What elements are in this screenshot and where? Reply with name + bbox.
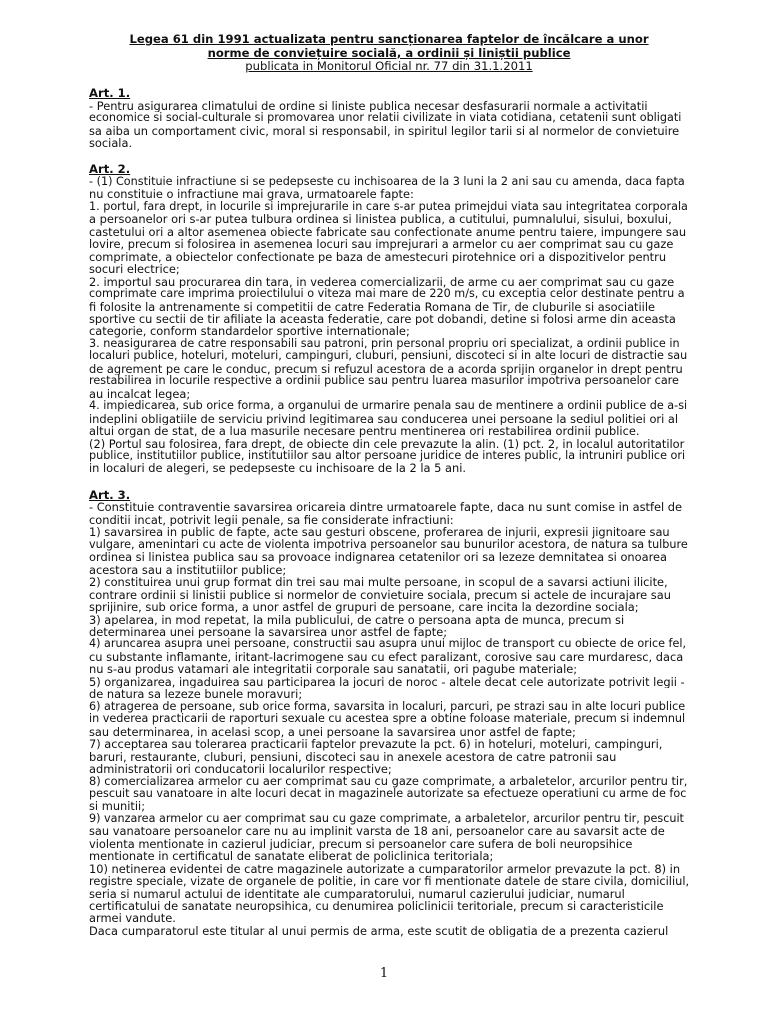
text-line: comprimate, a obiectelor confectionate pe baza de amestecuri pirotehnice ori a dispozitivelor pentru <box>89 250 667 264</box>
document-title <box>89 32 689 60</box>
text-line: 1) savarsirea in public de fapte, acte sau gesturi obscene, proferarea de injurii, expresii jignitoare sau <box>89 526 670 539</box>
text-line: categorie, conform standardelor sportive internationale; <box>89 325 410 338</box>
text-line: 6) atragerea de persoane, sub orice forma, savarsita in localuri, parcuri, pe strazi sau in alte locuri publice <box>89 700 686 713</box>
text-line: de agrement pe care le conduc, precum si refuzul acestora de a acorda sprijin organelor in drept pentru <box>89 362 683 376</box>
text-line: pescuit sau vanatoare in alte locuri decat in magazinele autorizate sa efectueze operatiuni cu arme de foc <box>89 787 687 800</box>
text-line: - (1) Constituie infractiune si se pedepseste cu inchisoarea de la 3 luni la 2 ani sau cu amenda, daca fapta <box>89 176 685 188</box>
text-line: de natura sa lezeze bunele moravuri; <box>89 688 303 701</box>
text-line: 10) netinerea evidentei de catre magazinele autorizate a cumparatorilor armelor prevazute la pct. 8) in <box>89 862 681 876</box>
text-line: vulgare, amenintari cu acte de violenta impotriva persoanelor sau bunurilor acestora, de natura sa tulbure <box>89 538 688 551</box>
text-line: 4) aruncarea asupra unei persoane, constructii sau asupra unui mijloc de transport cu obiecte de orice fel, <box>89 638 687 651</box>
article-list <box>89 87 689 937</box>
text-line: lovire, precum si folosirea in asemenea locuri sau imprejurari a armelor cu aer comprimat sau cu gaze <box>89 238 674 251</box>
page-number: 1 <box>379 966 389 981</box>
text-line: 3) apelarea, in mod repetat, la mila publicului, de catre o persoana apta de munca, precum si <box>89 613 625 626</box>
text-line: mentionate in certificatul de sanatate eliberat de policlinica teritoriala; <box>89 850 494 863</box>
article-heading: Art. 2. <box>89 162 131 177</box>
text-line: violenta mentionate in cazierul judiciar, precum si persoanelor care sufera de boli neuropsihice <box>89 837 633 851</box>
text-line: 1. portul, fara drept, in locurile si imprejurarile in care s-ar putea primejdui viata sau integritatea corporala <box>89 200 688 213</box>
text-line: economice si social-culturale si promovarea unor relatii civilizate in viata cotidiana, cetatenii sunt obligati <box>89 112 682 125</box>
text-line: 7) acceptarea sau tolerarea practicarii faptelor prevazute la pct. 6) in hoteluri, moteluri, campinguri, <box>89 738 663 751</box>
text-line: (2) Portul sau folosirea, fara drept, de obiecte din cele prevazute la alin. (1) pct. 2, in localul autoritatilor <box>89 437 685 450</box>
article-heading: Art. 1. <box>89 86 131 100</box>
text-line: sportive cu sectii de tir afiliate la aceasta federatie, care pot dobandi, detine si folosi arme din aceasta <box>89 312 676 326</box>
document-body <box>89 32 689 937</box>
text-line: seria si numarul actului de identitate ale cumparatorului, numarul cazierului judiciar, numarul <box>89 887 625 900</box>
text-line: si munitii; <box>89 800 146 813</box>
text-line: conditii incat, potrivit legii penale, sa fie considerate infractiuni: <box>89 513 454 527</box>
text-line: 2) constituirea unui grup format din trei sau mai multe persoane, in scopul de a savarsi actiuni ilicite, <box>89 576 668 589</box>
text-line: ordinea si linistea publica sau sa provoace indignarea cetatenilor ori sa lezeze demnitatea si onoarea <box>89 551 668 564</box>
text-line: 9) vanzarea armelor cu aer comprimat sau cu gaze comprimate, a arbaletelor, arcurilor pentru tir, pescuit <box>89 812 684 825</box>
text-line: in localuri de alegeri, se pedepseste cu inchisoare de la 2 la 5 ani. <box>89 462 467 475</box>
text-line: altui organ de stat, de a lua masurile necesare pentru mentinerea ori restabilirea ordinii publice. <box>89 425 640 438</box>
article-text <box>89 176 689 475</box>
text-line: fi folosite la antrenamente si competitii de catre Federatia Romana de Tir, de cluburile si asociatiile <box>89 300 656 313</box>
text-line: sprijinire, sub orice forma, a unor astfel de grupuri de persoane, care incita la dezordine sociala; <box>89 601 639 614</box>
text-line: nu constituie o infractiune mai grava, urmatoarele fapte: <box>89 188 414 201</box>
text-line: cu substante inflamante, iritant-lacrimogene sau cu efect paralizant, corosive sau care murdaresc, daca <box>89 650 684 664</box>
article <box>89 163 689 474</box>
text-line: publice, institutiilor publice, institutiilor sau altor persoane juridice de interes public, la intruniri publice ori <box>89 449 686 462</box>
text-line: 8) comercializarea armelor cu aer comprimat sau cu gaze comprimate, a arbaletelor, arcurilor pentru tir, <box>89 775 688 788</box>
text-line: 4. impiedicarea, sub orice forma, a organului de urmarire penala sau de mentinere a ordinii publice de a-si <box>89 400 688 413</box>
text-line: restabilirea in locurile respective a ordinii publice sau pentru luarea masurilor impotriva persoanelor care <box>89 375 679 388</box>
text-line: sau vanatoare persoanelor care nu au implinit varsta de 18 ani, persoanelor care au savarsit acte de <box>89 825 665 838</box>
text-line: - Constituie contraventie savarsirea oricareia dintre urmatoarele fapte, daca nu sunt comise in astfel de <box>89 501 683 514</box>
article-text <box>89 100 689 150</box>
text-line: sau determinarea, in acelasi scop, a unei persoane la savarsirea unor astfel de fapte; <box>89 725 576 739</box>
text-line: Daca cumparatorul este titular al unui permis de arma, este scutit de obligatia de a prezenta cazierul <box>89 924 669 938</box>
text-line: baruri, restaurante, cluburi, pensiuni, discoteci sau in anexele acestora de catre patronii sau <box>89 750 617 763</box>
article <box>89 87 689 149</box>
article-heading: Art. 3. <box>89 487 131 502</box>
text-line: castetului ori a altor asemenea obiecte fabricate sau confectionate anume pentru taiere, impungere sau <box>89 225 687 239</box>
document-title-line: norme de conviețuire socială, a ordinii și liniștii publice <box>207 46 571 60</box>
text-line: comprimate care imprima proiectilului o viteza mai mare de 220 m/s, cu exceptia celor destinate pentru a <box>89 288 685 301</box>
text-line: 5) organizarea, ingaduirea sau participarea la jocuri de noroc - altele decat cele autorizate potrivit legii - <box>89 675 685 689</box>
article-text <box>89 501 689 937</box>
text-line: administratorii ori conducatorii localurilor respective; <box>89 762 392 776</box>
text-line: registre speciale, vizate de organele de politie, in care vor fi mentionate datele de stare civila, domiciliul, <box>89 875 689 888</box>
publication-note: publicata in Monitorul Oficial nr. 77 din 31.1.2011 <box>245 59 533 73</box>
text-line: au incalcat legea; <box>89 387 191 401</box>
article <box>89 489 689 937</box>
text-line: contrare ordinii si linistii publice si normelor de convietuire sociala, precum si actele de incurajare sau <box>89 588 671 602</box>
text-line: armei vandute. <box>89 912 176 925</box>
text-line: determinarea unei persoane la savarsirea unor astfel de fapte; <box>89 626 448 639</box>
text-line: in vederea practicarii de raporturi sexuale cu acestea spre a obtine foloase materiale, precum si indemnul <box>89 713 686 726</box>
text-line: sa aiba un comportament civic, moral si responsabil, in spiritul legilor tarii si al normelor de convietuire <box>89 124 680 137</box>
text-line: indeplini obligatiile de serviciu privind legitimarea sau conducerea unei persoane la sediul politiei ori al <box>89 412 679 426</box>
document-title-line: Legea 61 din 1991 actualizata pentru sancționarea faptelor de încălcare a unor <box>129 32 649 46</box>
text-line: localuri publice, hoteluri, moteluri, campinguri, cluburi, pensiuni, discoteci si in alte locuri de distractie sau <box>89 350 688 363</box>
text-line: certificatului de sanatate neuropsihica, cu denumirea policlinicii teritoriale, precum si caracteristicile <box>89 899 664 913</box>
text-line: sociala. <box>89 136 133 150</box>
text-line: 3. neasigurarea de catre responsabili sau patroni, prin personal propriu ori specializat, a ordinii publice in <box>89 337 680 350</box>
text-line: - Pentru asigurarea climatului de ordine si liniste publica necesar desfasurarii normale a activitatii <box>89 99 648 113</box>
text-line: 2. importul sau procurarea din tara, in vederea comercializarii, de arme cu aer comprimat sau cu gaze <box>89 275 675 289</box>
text-line: acestora sau a institutiilor publice; <box>89 563 287 577</box>
text-line: nu s-au produs vatamari ale integritatii corporale sau sanatatii, ori pagube materiale; <box>89 663 578 676</box>
text-line: socuri electrice; <box>89 263 180 276</box>
text-line: a persoanelor ori s-ar putea tulbura ordinea si linistea publica, a cutitului, pumnalului, sisului, boxului, <box>89 213 672 226</box>
